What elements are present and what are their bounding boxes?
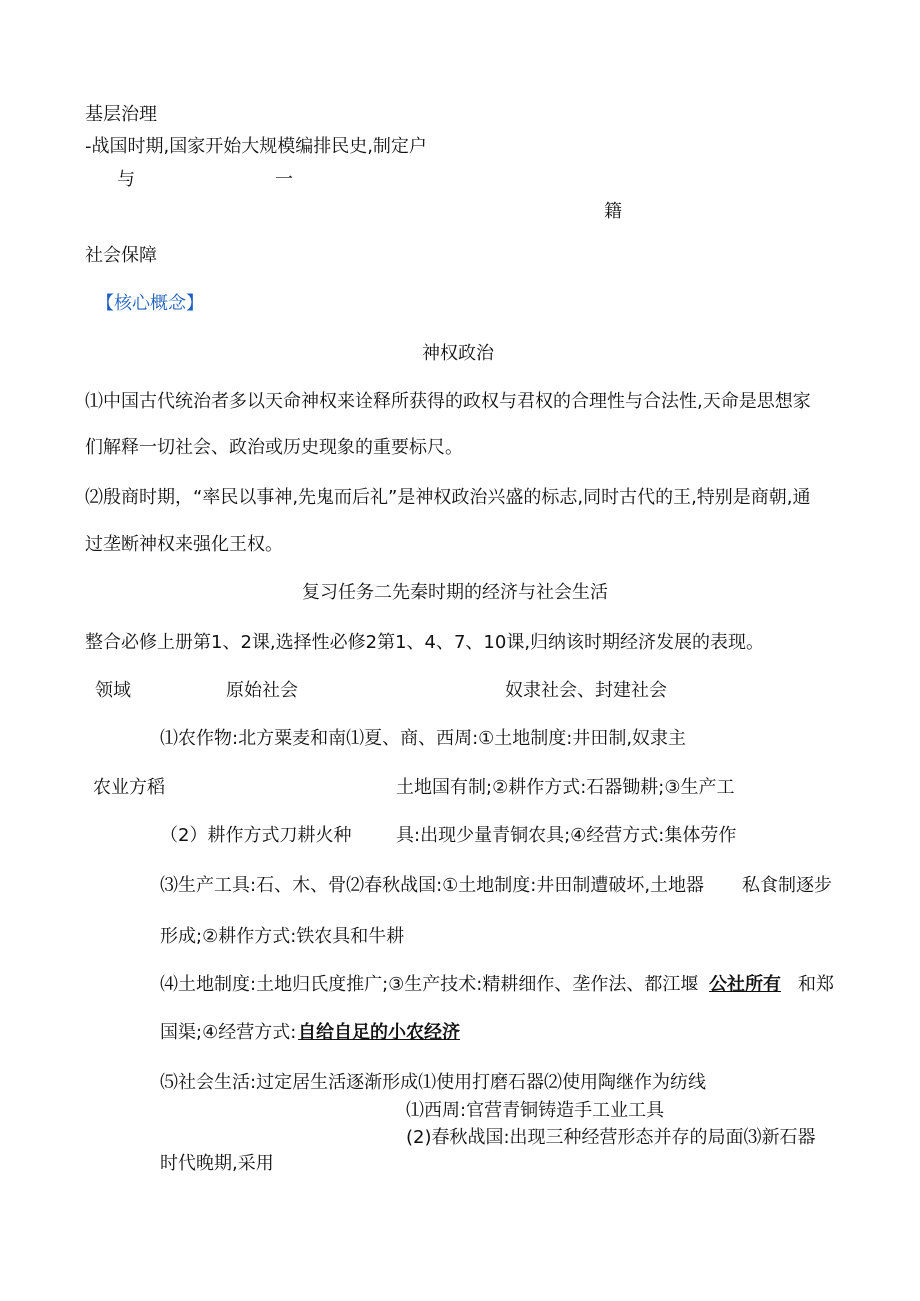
table-line-4: ⑶生产工具:石、木、骨⑵春秋战国:①土地制度:井田制遭破坏,土地器 — [160, 875, 705, 896]
fragment-ji: 籍 — [604, 201, 622, 222]
section-title-grassroots-governance: 基层治理 — [85, 104, 157, 125]
table-line-5: 形成;②耕作方式:铁农具和牛耕 — [160, 926, 405, 947]
theocracy-title: 神权政治 — [422, 343, 494, 364]
table-line-8: ⑸社会生活:过定居生活逐渐形成⑴使用打磨石器⑵使用陶继作为纺线 — [160, 1072, 707, 1093]
table-line-11: 时代晚期,采用 — [160, 1153, 274, 1174]
theocracy-paragraph-1-line-1: ⑴中国古代统治者多以天命神权来诠释所获得的政权与君权的合理性与合法性,天命是思想家 — [85, 391, 811, 412]
table-line-3-right: 具:出现少量青铜农具;④经营方式:集体劳作 — [396, 825, 737, 846]
task2-intro: 整合必修上册第1、2课,选择性必修2第1、4、7、10课,归纳该时期经济发展的表现。 — [85, 632, 765, 653]
task2-title: 复习任务二先秦时期的经济与社会生活 — [302, 582, 608, 603]
table-line-2: 土地国有制;②耕作方式:石器锄耕;③生产工 — [396, 777, 735, 798]
table-line-4-tail: 私食制逐步 — [742, 875, 832, 896]
table-line-3-left: （2）耕作方式刀耕火种 — [160, 825, 352, 846]
table-line-6-tail: 和郑 — [798, 974, 834, 995]
table-row-label-agriculture: 农业方稻 — [93, 777, 165, 798]
table-line-9: ⑴西周:官营青铜铸造手工业工具 — [406, 1100, 665, 1121]
theocracy-paragraph-1-line-2: 们解释一切社会、政治或历史现象的重要标尺。 — [85, 437, 463, 458]
table-line-6: ⑷土地制度:土地归氏度推广;③生产技术:精耕细作、垄作法、都江堰 — [160, 974, 699, 995]
table-line-7: 国渠;④经营方式: — [160, 1022, 297, 1043]
fragment-dash: 一 — [275, 169, 293, 190]
table-header-field: 领域 — [95, 680, 131, 701]
table-header-primitive-society: 原始社会 — [226, 680, 298, 701]
table-header-slave-feudal-society: 奴隶社会、封建社会 — [505, 680, 667, 701]
emphasis-smallholder-economy: 自给自足的小农经济 — [298, 1022, 460, 1043]
table-line-1: ⑴农作物:北方粟麦和南⑴夏、商、西周:①土地制度:井田制,奴隶主 — [160, 728, 687, 749]
emphasis-commune-ownership: 公社所有 — [709, 974, 781, 995]
core-concept-heading: 【核心概念】 — [96, 293, 204, 314]
theocracy-paragraph-2-line-1: ⑵殷商时期，“率民以事神,先鬼而后礼”是神权政治兴盛的标志,同时古代的王,特别是商朝,通 — [85, 487, 811, 508]
section-title-social-security: 社会保障 — [85, 245, 157, 266]
theocracy-paragraph-2-line-2: 过垄断神权来强化王权。 — [85, 534, 283, 555]
table-line-10: (2)春秋战国:出现三种经营形态并存的局面⑶新石器 — [406, 1127, 816, 1148]
grassroots-text: -战国时期,国家开始大规模编排民史,制定户 — [85, 136, 427, 157]
fragment-yu: 与 — [117, 169, 135, 190]
